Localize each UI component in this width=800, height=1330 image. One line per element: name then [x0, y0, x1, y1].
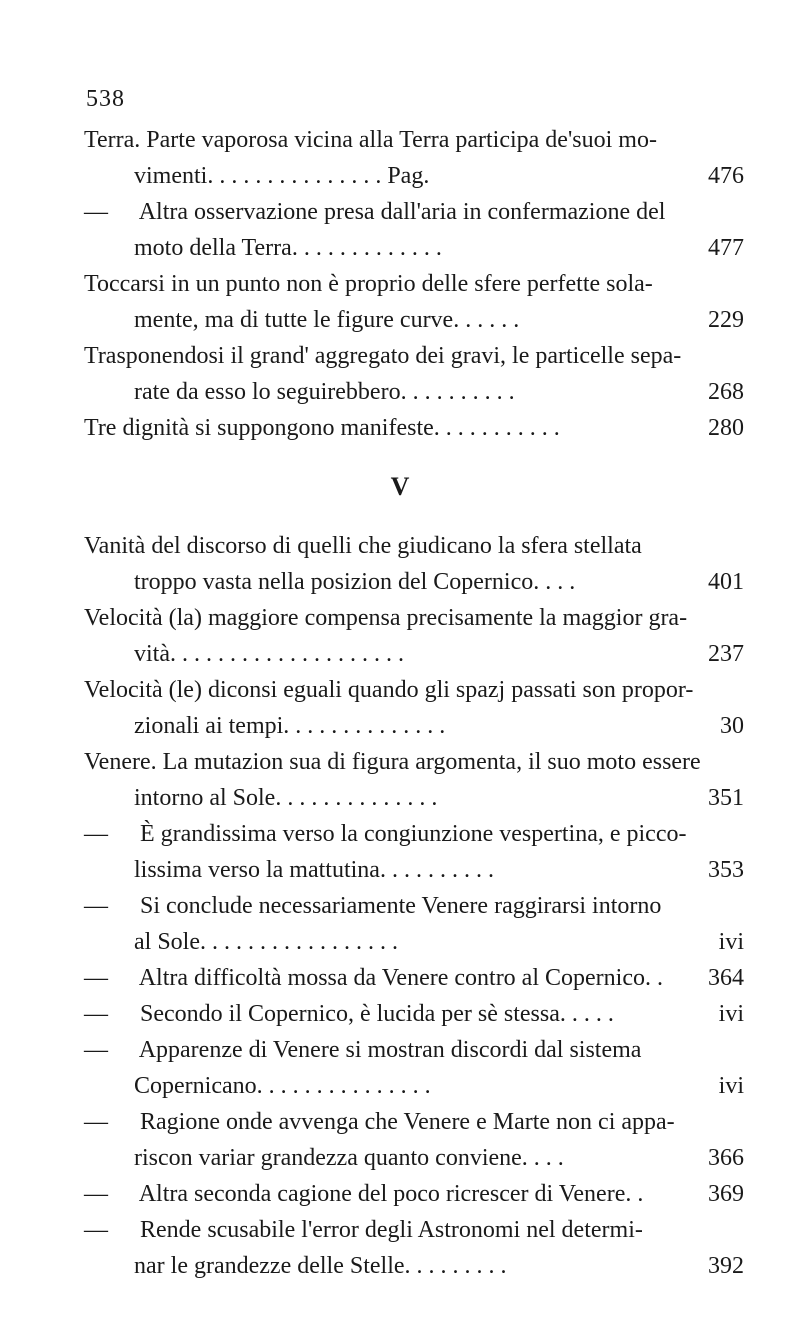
entry-page-ref: 366	[708, 1145, 744, 1171]
entry-dash: —	[84, 1001, 108, 1027]
entry-text: Secondo il Copernico, è lucida per sè stessa. . . . .	[140, 1001, 614, 1027]
entry-text: Apparenze di Venere si mostran discordi dal sistema	[138, 1037, 642, 1063]
index-entry	[84, 410, 744, 446]
entry-page-ref: 401	[708, 569, 744, 595]
index-entry-continuation	[84, 1068, 744, 1104]
entry-head: Tre	[84, 415, 117, 441]
entry-cont: nar le grandezze delle Stelle. . . . . . . . .	[134, 1253, 507, 1279]
index-entry	[84, 338, 744, 374]
entry-page-ref: 353	[708, 857, 744, 883]
entry-dash: —	[84, 1181, 108, 1207]
entry-head: Velocità	[84, 605, 163, 631]
index-entry	[84, 1104, 744, 1140]
entry-text: (le) diconsi eguali quando gli spazj passati son propor-	[168, 677, 694, 703]
entry-page-ref: ivi	[718, 1001, 744, 1027]
entry-page-ref: 280	[708, 415, 744, 441]
entry-text: La mutazion sua di figura argomenta, il suo moto essere	[162, 749, 701, 775]
entry-head: Trasponendosi	[84, 343, 225, 369]
entry-cont: lissima verso la mattutina. . . . . . . . . .	[134, 857, 494, 883]
index-entry	[84, 960, 744, 996]
entry-head: Venere.	[84, 749, 157, 775]
index-section-v	[84, 528, 744, 1284]
entry-cont: zionali ai tempi. . . . . . . . . . . . . .	[134, 713, 446, 739]
index-entry	[84, 266, 744, 302]
index-entry	[84, 1032, 744, 1068]
entry-cont: moto della Terra. . . . . . . . . . . . .	[134, 235, 442, 261]
index-entry	[84, 744, 744, 780]
index-entry	[84, 1212, 744, 1248]
index-entry	[84, 672, 744, 708]
index-entry-continuation	[84, 780, 744, 816]
entry-cont: riscon variar grandezza quanto conviene. . . .	[134, 1145, 564, 1171]
entry-page-ref: ivi	[718, 1073, 744, 1099]
entry-text: Altra difficoltà mossa da Venere contro al Copernico. .	[138, 965, 663, 991]
entry-dash: —	[84, 965, 108, 991]
entry-text: Rende scusabile l'error degli Astronomi nel determi-	[140, 1217, 643, 1243]
entry-page-ref: 229	[708, 307, 744, 333]
entry-text: È grandissima verso la congiunzione vespertina, e picco-	[140, 821, 687, 847]
entry-page-ref: 237	[708, 641, 744, 667]
entry-text: (la) maggiore compensa precisamente la maggior gra-	[168, 605, 688, 631]
index-entry	[84, 1176, 744, 1212]
index-entry	[84, 600, 744, 636]
entry-page-ref: 30	[720, 713, 744, 739]
entry-text: Altra osservazione presa dall'aria in confermazione del	[138, 199, 666, 225]
entry-cont: Copernicano. . . . . . . . . . . . . . .	[134, 1073, 431, 1099]
entry-head: Velocità	[84, 677, 163, 703]
index-entry-continuation	[84, 302, 744, 338]
entry-cont: troppo vasta nella posizion del Copernico. . . .	[134, 569, 576, 595]
entry-page-ref: 369	[708, 1181, 744, 1207]
entry-head: Terra.	[84, 127, 141, 153]
entry-dash: —	[84, 893, 108, 919]
index-entry	[84, 816, 744, 852]
index-entry	[84, 122, 744, 158]
page-number: 538	[86, 86, 125, 112]
entry-page-ref: 392	[708, 1253, 744, 1279]
index-entry-continuation	[84, 636, 744, 672]
entry-cont: al Sole. . . . . . . . . . . . . . . . .	[134, 929, 398, 955]
entry-text: dignità si suppongono manifeste. . . . . . . . . . .	[122, 415, 560, 441]
entry-cont: mente, ma di tutte le figure curve. . . . . .	[134, 307, 520, 333]
index-entry-continuation	[84, 1140, 744, 1176]
entry-text: Altra seconda cagione del poco ricrescer di Venere. .	[138, 1181, 644, 1207]
entry-cont: vimenti. . . . . . . . . . . . . . . Pag.	[134, 163, 430, 189]
entry-page-ref: 477	[708, 235, 744, 261]
index-entry-continuation	[84, 924, 744, 960]
entry-text: il grand' aggregato dei gravi, le particelle sepa-	[230, 343, 682, 369]
entry-cont: rate da esso lo seguirebbero. . . . . . . . . .	[134, 379, 515, 405]
entry-text: in un punto non è proprio delle sfere perfette sola-	[170, 271, 653, 297]
index-entry-continuation	[84, 708, 744, 744]
index-entry-continuation	[84, 852, 744, 888]
entry-dash: —	[84, 1217, 108, 1243]
entry-head: Toccarsi	[84, 271, 165, 297]
section-letter-v: V	[390, 472, 410, 501]
index-entry	[84, 888, 744, 924]
entry-text: del discorso di quelli che giudicano la sfera stellata	[151, 533, 642, 559]
index-entry	[84, 528, 744, 564]
entry-page-ref: 476	[708, 163, 744, 189]
index-entry-continuation	[84, 564, 744, 600]
entry-dash: —	[84, 1109, 108, 1135]
entry-text: Ragione onde avvenga che Venere e Marte non ci appa-	[140, 1109, 675, 1135]
index-section-t	[84, 122, 744, 446]
entry-text: Parte vaporosa vicina alla Terra participa de'suoi mo-	[146, 127, 657, 153]
entry-page-ref: ivi	[718, 929, 744, 955]
entry-page-ref: 351	[708, 785, 744, 811]
index-entry	[84, 194, 744, 230]
index-entry-continuation	[84, 1248, 744, 1284]
index-entry-continuation	[84, 230, 744, 266]
entry-head: Vanità	[84, 533, 146, 559]
index-entry-continuation	[84, 158, 744, 194]
entry-cont: vità. . . . . . . . . . . . . . . . . . . .	[134, 641, 404, 667]
index-entry-continuation	[84, 374, 744, 410]
entry-dash: —	[84, 1037, 108, 1063]
entry-page-ref: 268	[708, 379, 744, 405]
entry-dash: —	[84, 821, 108, 847]
entry-cont: intorno al Sole. . . . . . . . . . . . . .	[134, 785, 438, 811]
entry-page-ref: 364	[708, 965, 744, 991]
entry-text: Si conclude necessariamente Venere raggirarsi intorno	[140, 893, 662, 919]
entry-dash: —	[84, 199, 108, 225]
index-entry	[84, 996, 744, 1032]
